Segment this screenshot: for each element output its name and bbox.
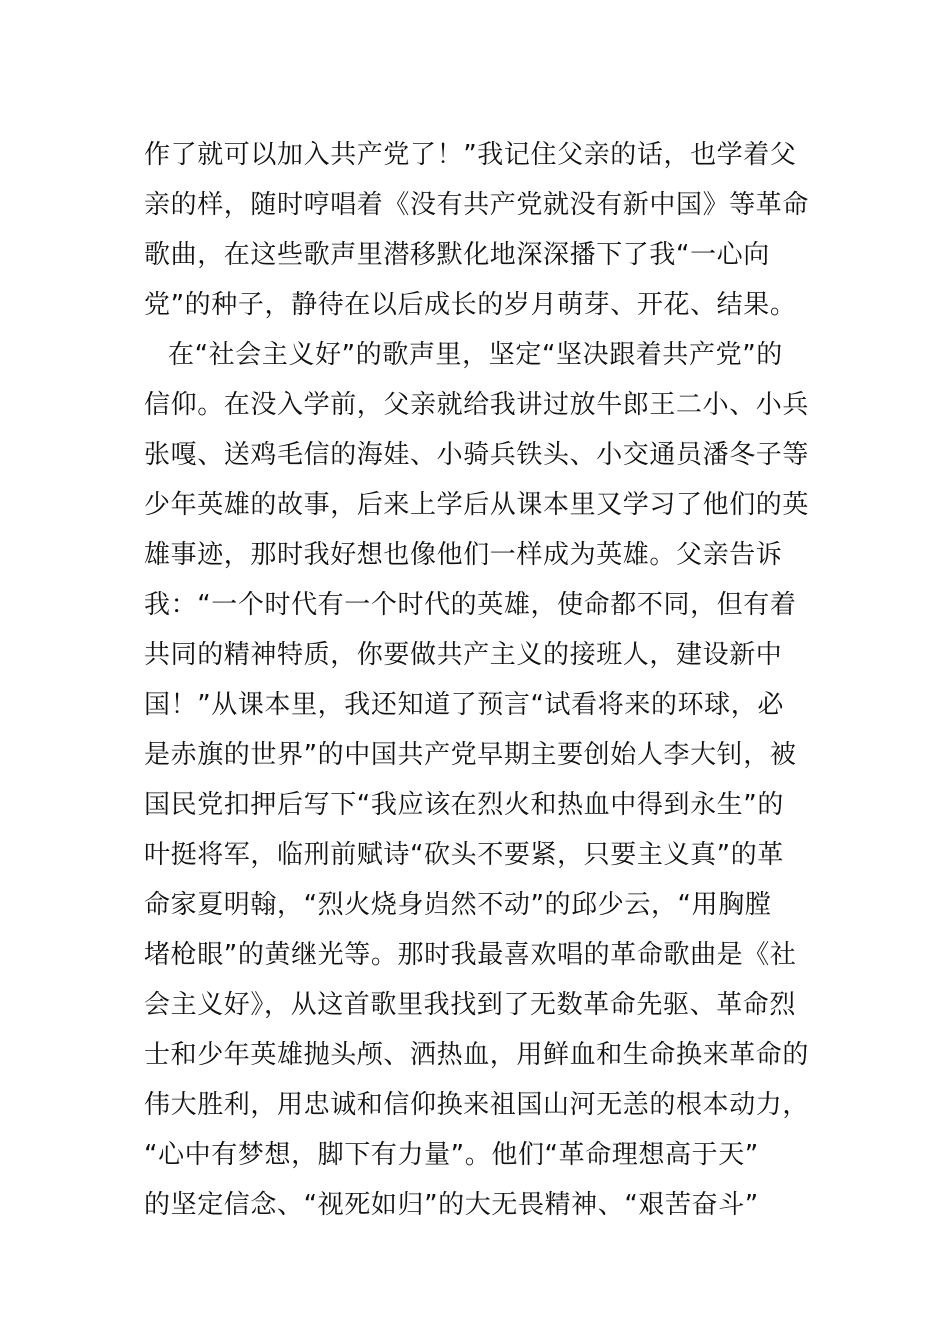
- text-line: 歌曲，在这些歌声里潜移默化地深深播下了我“一心向: [144, 240, 770, 270]
- text-line: 我：“一个时代有一个时代的英雄，使命都不同，但有着: [144, 590, 797, 620]
- text-line: 共同的精神特质，你要做共产主义的接班人，建设新中: [144, 640, 783, 670]
- text-line: 雄事迹，那时我好想也像他们一样成为英雄。父亲告诉: [144, 540, 783, 570]
- text-line: 亲的样，随时哼唱着《没有共产党就没有新中国》等革命: [144, 190, 810, 220]
- text-line: 命家夏明翰，“烈火烧身岿然不动”的邱少云，“用胸膛: [144, 890, 772, 920]
- text-line: 信仰。在没入学前，父亲就给我讲过放牛郎王二小、小兵: [144, 390, 810, 420]
- body-text: [144, 130, 814, 1230]
- text-line: 叶挺将军，临刑前赋诗“砍头不要紧，只要主义真”的革: [144, 840, 784, 870]
- text-line: 张嘎、送鸡毛信的海娃、小骑兵铁头、小交通员潘冬子等: [144, 440, 810, 470]
- text-line: 是赤旗的世界”的中国共产党早期主要创始人李大钊，被: [144, 740, 797, 770]
- text-line: 会主义好》，从这首歌里我找到了无数革命先驱、革命烈: [144, 990, 797, 1020]
- text-line: 国！”从课本里，我还知道了预言“试看将来的环球，必: [144, 690, 784, 720]
- text-line: 堵枪眼”的黄继光等。那时我最喜欢唱的革命歌曲是《社: [144, 940, 797, 970]
- text-line: 少年英雄的故事，后来上学后从课本里又学习了他们的英: [144, 490, 810, 520]
- paragraph-start-line: 在“社会主义好”的歌声里，坚定“坚决跟着共产党”的: [168, 340, 783, 370]
- text-line: 的坚定信念、“视死如归”的大无畏精神、“艰苦奋斗”: [144, 1190, 759, 1220]
- text-line: “心中有梦想，脚下有力量”。他们“革命理想高于天”: [144, 1140, 759, 1170]
- text-line: 党”的种子，静待在以后成长的岁月萌芽、开花、结果。: [144, 290, 797, 320]
- text-line: 国民党扣押后写下“我应该在烈火和热血中得到永生”的: [144, 790, 784, 820]
- text-line: 伟大胜利，用忠诚和信仰换来祖国山河无恙的根本动力，: [144, 1090, 810, 1120]
- text-line: 士和少年英雄抛头颅、洒热血，用鲜血和生命换来革命的: [144, 1040, 810, 1070]
- text-line: 作了就可以加入共产党了！”我记住父亲的话，也学着父: [144, 140, 797, 170]
